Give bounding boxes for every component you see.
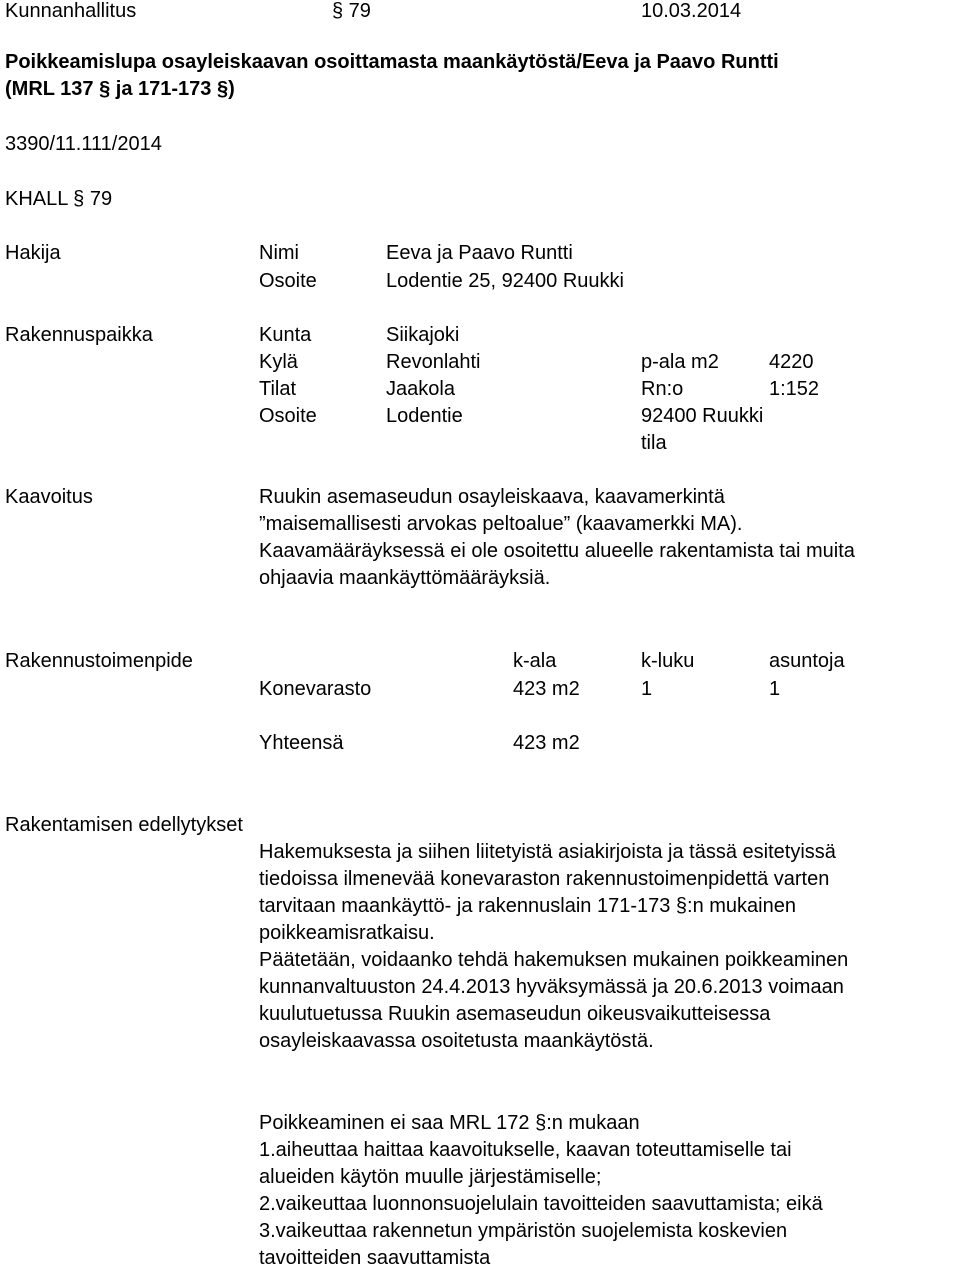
page-title: Poikkeamislupa osayleiskaavan osoittamasta maankäytöstä/Eeva ja Paavo Runtti: [5, 51, 779, 73]
site-municipality: Siikajoki: [386, 324, 460, 346]
ref-number: 3390/11.111/2014: [5, 133, 162, 155]
zoning-line: Kaavamääräyksessä ei ole osoitettu alueelle rakentamista tai muita: [259, 540, 855, 562]
prerequisites-line: Päätetään, voidaanko tehdä hakemuksen mukainen poikkeaminen: [259, 949, 849, 971]
building-asuntoja: 1: [769, 678, 781, 700]
applicant-name: Eeva ja Paavo Runtti: [386, 242, 573, 264]
site-area-label: p-ala m2: [641, 351, 719, 373]
header-kala: k-ala: [513, 650, 557, 672]
prerequisites-line: tarvitaan maankäyttö- ja rakennuslain 171-173 §:n mukainen: [259, 895, 796, 917]
deviation-line: 3.vaikeuttaa rakennetun ympäristön suojelemista koskevien: [259, 1220, 788, 1242]
total-label: Yhteensä: [259, 732, 344, 754]
prerequisites-line: kuulutuetussa Ruukin asemaseudun oikeusvaikutteisessa: [259, 1003, 771, 1025]
deviation-line: tavoitteiden saavuttamista: [259, 1247, 491, 1269]
header-kluku: k-luku: [641, 650, 695, 672]
zoning-line: ohjaavia maankäyttömääräyksiä.: [259, 567, 551, 589]
site-municipality-label: Kunta: [259, 324, 312, 346]
zoning-text: [259, 484, 959, 592]
site-village: Revonlahti: [386, 351, 481, 373]
site-village-label: Kylä: [259, 351, 298, 373]
applicant-name-label: Nimi: [259, 242, 299, 264]
prerequisites-line: osayleiskaavassa osoitetusta maankäytöstä.: [259, 1030, 654, 1052]
site-tila: tila: [641, 432, 667, 454]
deviation-line: alueiden käytön muulle järjestämiselle;: [259, 1166, 602, 1188]
total-value: 423 m2: [513, 732, 580, 754]
applicant-address: Lodentie 25, 92400 Ruukki: [386, 270, 624, 292]
prerequisites-label: Rakentamisen edellytykset: [5, 814, 243, 836]
applicant-address-label: Osoite: [259, 270, 317, 292]
deviation-line: 1.aiheuttaa haittaa kaavoitukselle, kaavan toteuttamiselle tai: [259, 1139, 792, 1161]
prerequisites-line: kunnanvaltuuston 24.4.2013 hyväksymässä ja 20.6.2013 voimaan: [259, 976, 844, 998]
prerequisites-line: Hakemuksesta ja siihen liitetyistä asiakirjoista ja tässä esitetyissä: [259, 841, 836, 863]
site-address: Lodentie: [386, 405, 463, 427]
khall-reference: KHALL § 79: [5, 188, 113, 210]
zoning-line: Ruukin asemaseudun osayleiskaava, kaavamerkintä: [259, 486, 725, 508]
site-label: Rakennuspaikka: [5, 324, 153, 346]
page-title-line2: (MRL 137 § ja 171-173 §): [5, 78, 235, 100]
site-address-label: Osoite: [259, 405, 317, 427]
site-estate-label: Tilat: [259, 378, 297, 400]
building-kluku: 1: [641, 678, 653, 700]
zoning-line: ”maisemallisesti arvokas peltoalue” (kaavamerkki MA).: [259, 513, 743, 535]
header-date: 10.03.2014: [641, 0, 742, 22]
zoning-label: Kaavoitus: [5, 486, 93, 508]
header-body: Kunnanhallitus: [5, 0, 137, 22]
site-area: 4220: [769, 351, 814, 373]
prerequisites-line: poikkeamisratkaisu.: [259, 922, 435, 944]
deviation-line: 2.vaikeuttaa luonnonsuojelulain tavoitteiden saavuttamista; eikä: [259, 1193, 823, 1215]
prerequisites-text: [259, 839, 959, 1055]
deviation-line: Poikkeaminen ei saa MRL 172 §:n mukaan: [259, 1112, 640, 1134]
site-postal: 92400 Ruukki: [641, 405, 764, 427]
site-rn: 1:152: [769, 378, 820, 400]
building-kala: 423 m2: [513, 678, 580, 700]
building-name: Konevarasto: [259, 678, 372, 700]
header-asuntoja: asuntoja: [769, 650, 845, 672]
site-rn-label: Rn:o: [641, 378, 684, 400]
site-estate: Jaakola: [386, 378, 455, 400]
header-section: § 79: [332, 0, 371, 22]
building-label: Rakennustoimenpide: [5, 650, 193, 672]
prerequisites-line: tiedoissa ilmenevää konevaraston rakennustoimenpidettä varten: [259, 868, 830, 890]
deviation-text: [259, 1110, 959, 1272]
applicant-label: Hakija: [5, 242, 61, 264]
